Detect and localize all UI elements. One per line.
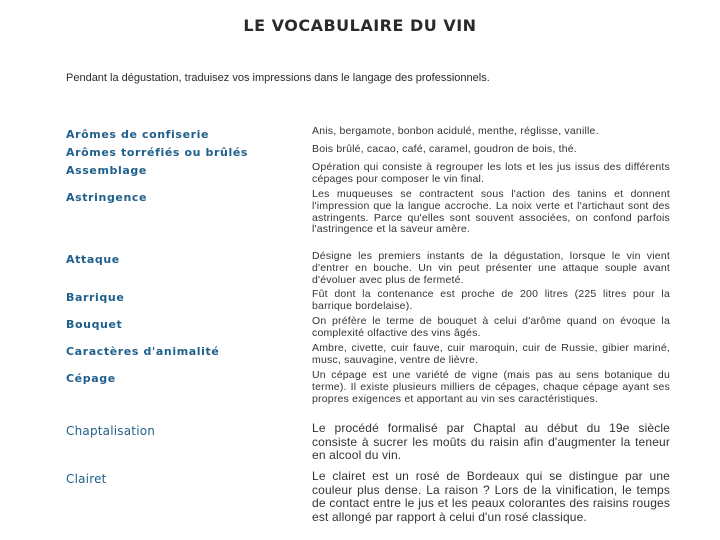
glossary-definition: Ambre, civette, cuir fauve, cuir maroquin, cuir de Russie, gibier mariné, musc, sauvagine, ventre de lièvre. [312, 342, 670, 366]
glossary-definition: Un cépage est une variété de vigne (mais pas au sens botanique du terme). Il existe plusieurs milliers de cépages, chaque cépage ayant ses propres exigences et apportant au vin ses caractéristiques. [312, 369, 670, 405]
glossary-definition: Bois brûlé, cacao, café, caramel, goudron de bois, thé. [312, 143, 577, 155]
glossary-term: Cépage [66, 372, 116, 385]
glossary-term: Arômes torréfiés ou brûlés [66, 146, 249, 159]
glossary-row [66, 289, 670, 316]
glossary-row [66, 343, 670, 370]
glossary-row [66, 316, 670, 343]
glossary-row [66, 126, 670, 144]
glossary-term: Arômes de confiserie [66, 128, 210, 141]
glossary-term: Astringence [66, 191, 148, 204]
glossary-definition: On préfère le terme de bouquet à celui d'arôme quand on évoque la complexité olfactive des vins âgés. [312, 315, 670, 339]
glossary-definition: Le procédé formalisé par Chaptal au début du 19e siècle consiste à sucrer les moûts du raisin afin d'augmenter la teneur en alcool du vin. [312, 421, 670, 463]
glossary-row [66, 370, 670, 422]
glossary-term: Caractères d'animalité [66, 345, 220, 358]
glossary-definition: Fût dont la contenance est proche de 200 litres (225 litres pour la barrique bordelaise). [312, 288, 670, 312]
glossary-term: Chaptalisation [66, 424, 156, 438]
intro-text: Pendant la dégustation, traduisez vos impressions dans le langage des professionnels. [66, 72, 490, 84]
glossary-list [66, 126, 670, 540]
glossary-definition: Les muqueuses se contractent sous l'action des tanins et donnent l'impression que la langue accroche. La noix verte et l'artichaut sont des astringents. Parce qu'elles sont souvent associées, on confond parfois l'astringence et la saveur amère. [312, 188, 670, 236]
glossary-row [66, 144, 670, 162]
glossary-definition: Le clairet est un rosé de Bordeaux qui se distingue par une couleur plus dense. La raison ? Lors de la vinification, le temps de contact entre le jus et les peaux colorantes des raisins rouges est allongé par rapport à celui d'un rosé classique. [312, 469, 670, 524]
glossary-definition: Désigne les premiers instants de la dégustation, lorsque le vin vient d'entrer en bouche. Un vin peut présenter une attaque souple avant d'évoluer avec plus de fermeté. [312, 250, 670, 286]
glossary-row [66, 470, 670, 540]
glossary-row [66, 422, 670, 470]
glossary-definition: Anis, bergamote, bonbon acidulé, menthe, réglisse, vanille. [312, 126, 599, 137]
page-title: LE VOCABULAIRE DU VIN [243, 16, 477, 35]
glossary-row [66, 162, 670, 189]
glossary-term: Assemblage [66, 164, 147, 177]
glossary-row [66, 189, 670, 251]
glossary-term: Bouquet [66, 318, 123, 331]
glossary-term: Clairet [66, 472, 107, 486]
glossary-row [66, 251, 670, 289]
glossary-term: Attaque [66, 253, 120, 266]
glossary-term: Barrique [66, 291, 125, 304]
glossary-definition: Opération qui consiste à regrouper les lots et les jus issus des différents cépages pour composer le vin final. [312, 161, 670, 185]
